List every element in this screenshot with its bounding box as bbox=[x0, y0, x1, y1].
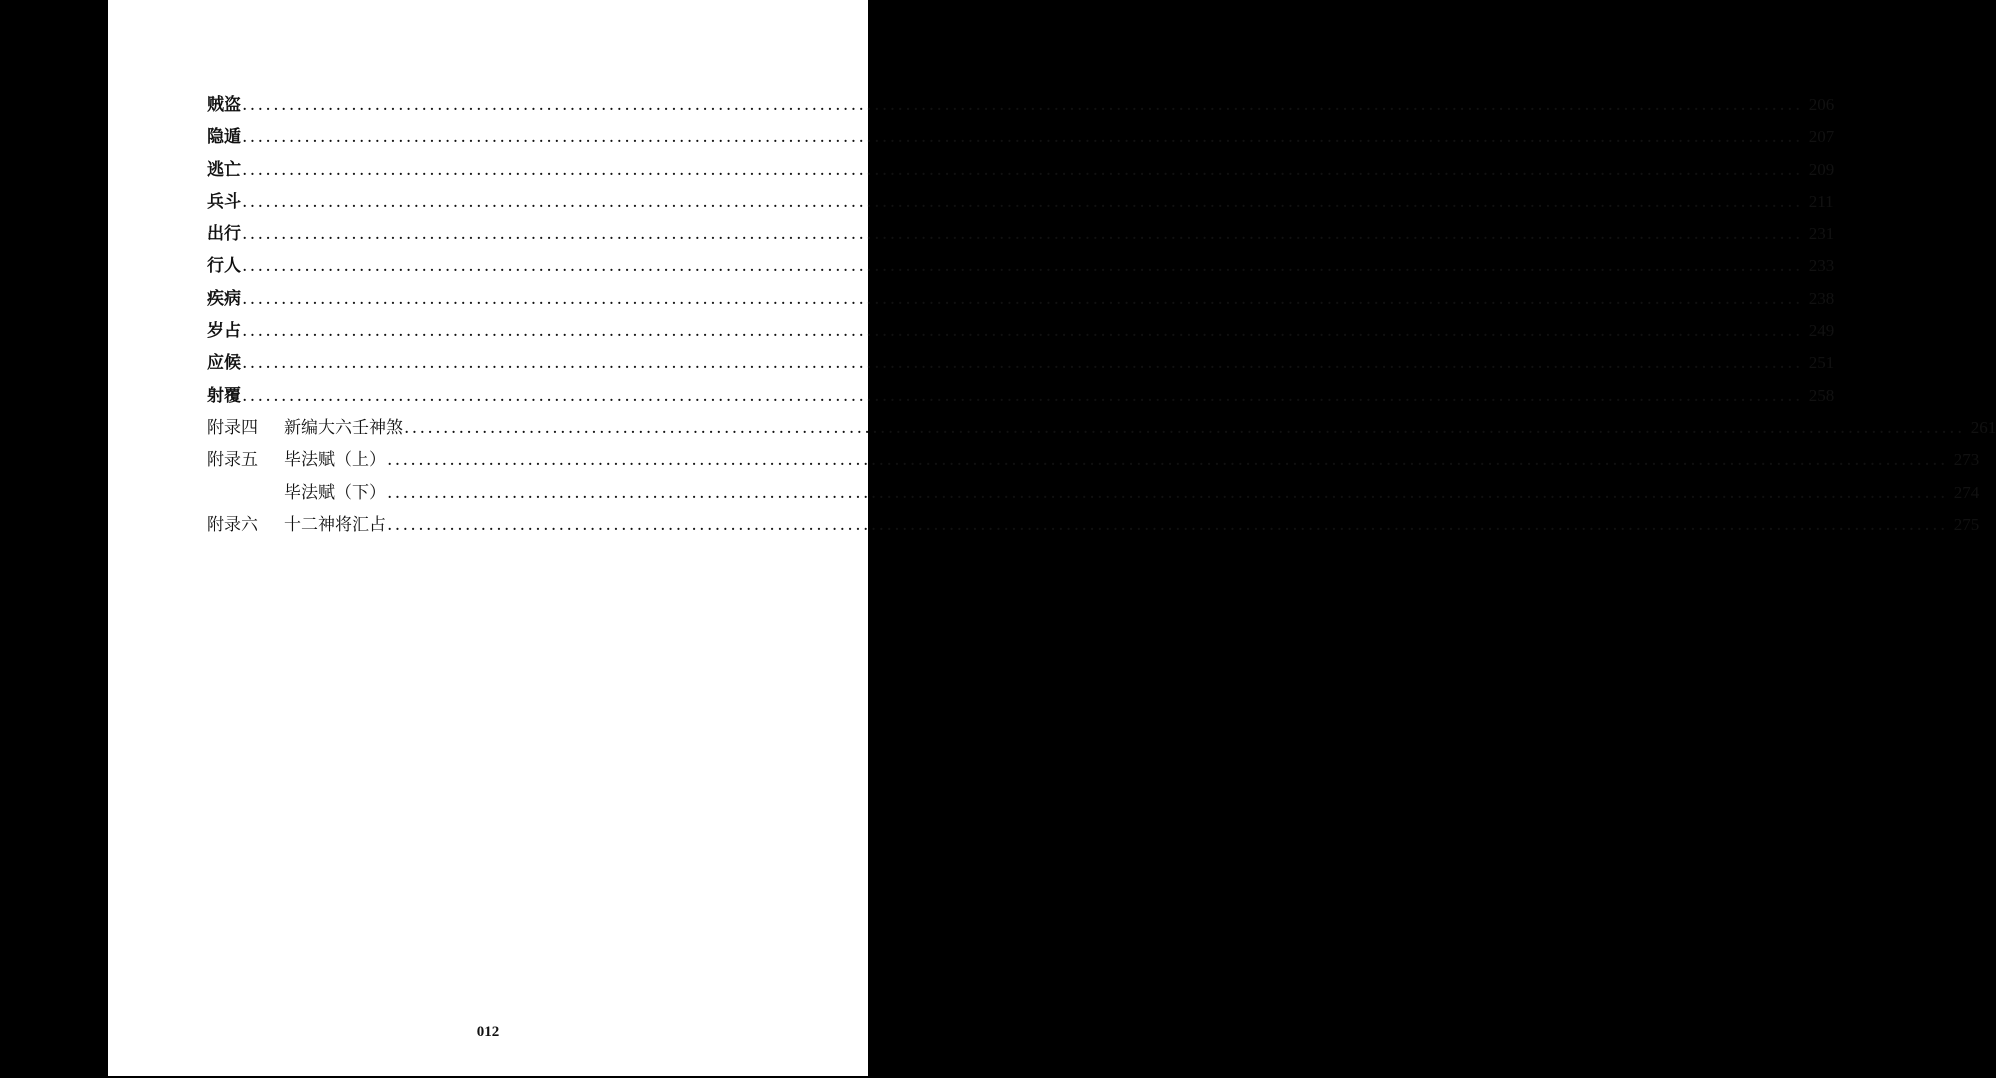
dot-leader: ........................................................................................................................................................................................................ bbox=[242, 385, 1803, 406]
dot-leader: ........................................................................................................................................................................................................ bbox=[387, 514, 1948, 535]
toc-entry-title: 毕法赋（上） bbox=[284, 450, 386, 471]
toc-entry bbox=[207, 219, 1835, 251]
toc-entry bbox=[207, 413, 1996, 445]
toc-entry-title: 贼盗 bbox=[207, 95, 241, 115]
toc-entry-page-number: 207 bbox=[1808, 127, 1835, 147]
toc-entry-page-number: 258 bbox=[1808, 385, 1835, 405]
toc-entry bbox=[207, 478, 1980, 510]
dot-leader: ........................................................................................................................................................................................................ bbox=[387, 482, 1948, 503]
table-of-contents bbox=[207, 90, 1996, 542]
toc-entry-prefix: 附录五 bbox=[207, 450, 258, 471]
document-page bbox=[108, 0, 1996, 1076]
toc-entry-page-number: 261 bbox=[1970, 417, 1996, 437]
toc-entry-title: 应候 bbox=[207, 353, 241, 374]
toc-entry bbox=[207, 381, 1835, 413]
toc-entry bbox=[207, 510, 1980, 542]
dot-leader: ........................................................................................................................................................................................................ bbox=[242, 321, 1803, 342]
toc-entry bbox=[207, 187, 1834, 219]
toc-entry-page-number: 273 bbox=[1953, 450, 1980, 470]
dot-leader: ........................................................................................................................................................................................................ bbox=[242, 127, 1803, 148]
toc-entry bbox=[207, 348, 1835, 380]
toc-entry-prefix: 附录六 bbox=[207, 514, 258, 535]
dot-leader: ........................................................................................................................................................................................................ bbox=[404, 417, 1965, 438]
toc-entry-title: 疾病 bbox=[207, 288, 241, 309]
dot-leader: ........................................................................................................................................................................................................ bbox=[242, 159, 1803, 180]
toc-entry bbox=[207, 155, 1835, 187]
toc-entry bbox=[207, 316, 1835, 348]
toc-entry-page-number: 275 bbox=[1953, 514, 1980, 534]
toc-entry bbox=[207, 122, 1835, 154]
toc-entry bbox=[207, 445, 1980, 477]
dot-leader: ........................................................................................................................................................................................................ bbox=[242, 256, 1803, 277]
toc-entry-title: 岁占 bbox=[207, 321, 241, 342]
toc-entry-page-number: 231 bbox=[1808, 224, 1835, 244]
toc-entry bbox=[207, 251, 1835, 283]
toc-entry bbox=[207, 284, 1835, 316]
toc-entry-title: 新编大六壬神煞 bbox=[284, 417, 403, 438]
toc-entry-page-number: 233 bbox=[1808, 256, 1835, 276]
dot-leader: ........................................................................................................................................................................................................ bbox=[242, 224, 1803, 245]
toc-entry-page-number: 211 bbox=[1808, 191, 1834, 211]
toc-entry-page-number: 238 bbox=[1808, 288, 1835, 308]
toc-entry-page-number: 206 bbox=[1808, 95, 1835, 114]
toc-entry-prefix: 附录四 bbox=[207, 417, 258, 438]
toc-entry-page-number: 274 bbox=[1953, 482, 1980, 502]
dot-leader: ........................................................................................................................................................................................................ bbox=[242, 191, 1803, 212]
toc-entry-title: 逃亡 bbox=[207, 159, 241, 180]
dot-leader: ........................................................................................................................................................................................................ bbox=[387, 450, 1948, 471]
dot-leader: ........................................................................................................................................................................................................ bbox=[242, 288, 1803, 309]
toc-entry-title: 十二神将汇占 bbox=[284, 514, 386, 535]
toc-entry-title: 出行 bbox=[207, 224, 241, 245]
toc-entry-title: 隐遁 bbox=[207, 127, 241, 148]
toc-entry-page-number: 249 bbox=[1808, 321, 1835, 341]
dot-leader: ........................................................................................................................................................................................................ bbox=[242, 353, 1803, 374]
page-number: 012 bbox=[476, 1024, 500, 1040]
toc-entry-title: 行人 bbox=[207, 256, 241, 277]
toc-entry bbox=[207, 90, 1835, 122]
toc-entry-title: 兵斗 bbox=[207, 191, 241, 212]
toc-entry-title: 毕法赋（下） bbox=[284, 482, 386, 503]
toc-entry-page-number: 209 bbox=[1808, 159, 1835, 179]
toc-entry-page-number: 251 bbox=[1808, 353, 1835, 373]
dot-leader: ........................................................................................................................................................................................................ bbox=[242, 95, 1803, 115]
toc-entry-title: 射覆 bbox=[207, 385, 241, 406]
